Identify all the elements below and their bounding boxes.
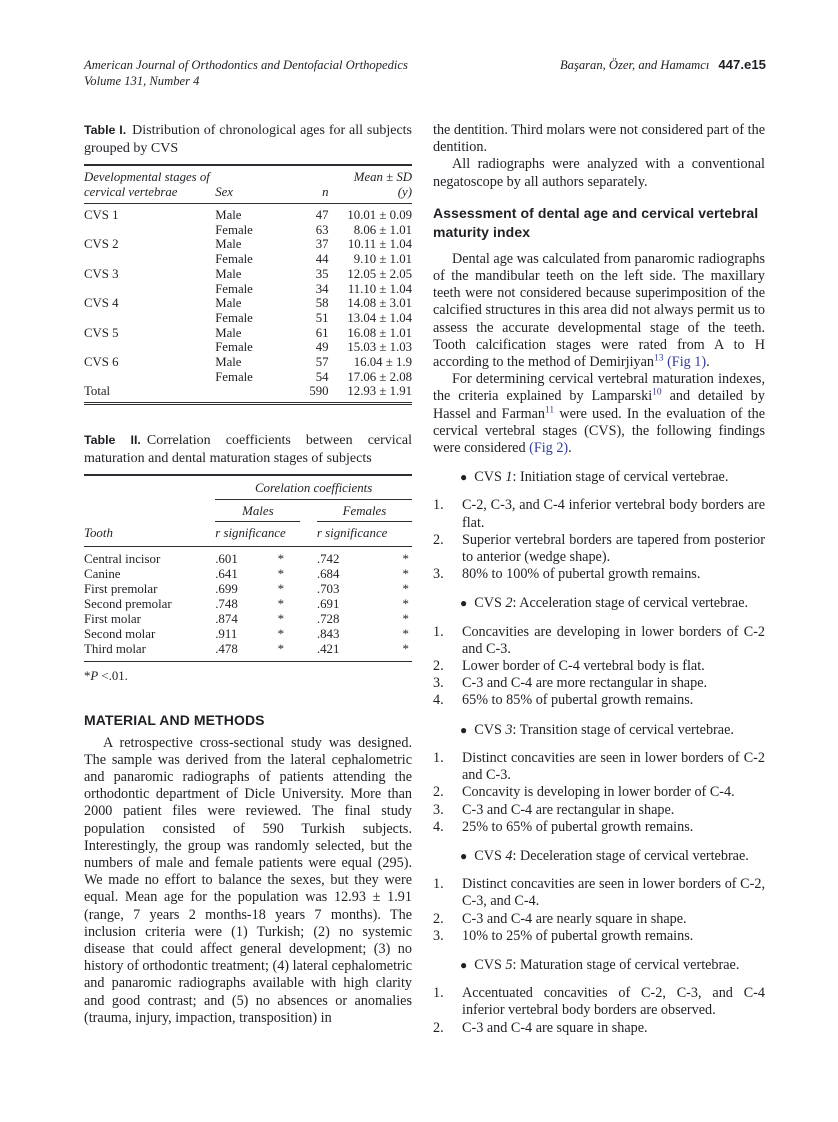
table2-cell: .843 — [316, 626, 340, 641]
table2-cell: .641 — [215, 566, 238, 581]
item-number: 2. — [433, 784, 444, 801]
table1-cell: 47 — [315, 208, 329, 222]
journal-volume: Volume 131, Number 4 — [84, 74, 200, 88]
section-heading-assessment: Assessment of dental age and cervical vertebral maturity index — [433, 204, 759, 240]
table1-cell: CVS 2 — [84, 237, 119, 252]
table1-cell: 54 — [315, 369, 329, 384]
text-run: were used. In the evaluation of the cervical vertebral stages (CVS), the following findings were considered — [433, 405, 765, 457]
table2-sex-row — [84, 499, 412, 522]
table1-cell: 16.08 ± 1.01 — [347, 325, 412, 340]
table2-caption — [84, 432, 412, 467]
table1-cell: Male — [215, 208, 242, 222]
item-text: C-3 and C-4 are more rectangular in shape. — [462, 675, 708, 692]
table2-cell: * — [402, 611, 409, 626]
table2-cell: * — [277, 626, 285, 641]
item-number: 3. — [433, 675, 444, 692]
table2-cell: * — [277, 566, 285, 581]
table1-cell: CVS 3 — [84, 266, 119, 281]
table1-caption-text: Distribution of chronological ages for all subjects grouped by CVS — [84, 123, 412, 156]
table1-caption — [84, 122, 412, 157]
running-header — [84, 57, 766, 89]
table1-header-stage: Developmental stages of cervical vertebrae — [84, 165, 215, 204]
item-text: Superior vertebral borders are tapered from posterior to anterior (wedge shape). — [462, 531, 765, 566]
item-number: 1. — [433, 749, 444, 766]
table1-row — [84, 282, 412, 297]
italic-text: P — [90, 668, 99, 683]
bullet-icon: ● — [460, 470, 468, 485]
table1-cell: Female — [215, 310, 253, 325]
cvs-criterion-item — [433, 692, 765, 709]
cvs-stage-heading — [460, 957, 765, 974]
header-right — [560, 57, 766, 73]
item-text: C-2, C-3, and C-4 inferior vertebral body borders are flat. — [462, 497, 765, 531]
table1-cell — [84, 223, 215, 238]
table1-cell: 37 — [315, 237, 329, 252]
item-number: 4. — [433, 818, 444, 835]
table2-spacer-cell — [300, 597, 316, 612]
item-text: 25% to 65% of pubertal growth remains. — [462, 818, 694, 835]
item-number: 1. — [433, 497, 444, 514]
journal-title: American Journal of Orthodontics and Dentofacial Orthopedics — [84, 58, 408, 72]
item-number: 2. — [433, 658, 444, 675]
table2-cell: Second premolar — [84, 596, 172, 611]
table2-cell: First premolar — [84, 581, 158, 596]
cvs-criterion-item — [433, 876, 765, 910]
table1-cell: 61 — [315, 325, 329, 340]
table1-cell: 63 — [315, 222, 329, 237]
table2-cell: First molar — [84, 611, 141, 626]
table2-row — [84, 612, 412, 627]
item-number: 2. — [433, 1019, 444, 1036]
table2-row — [84, 597, 412, 612]
material-methods-paragraph: A retrospective cross-sectional study was designed. The sample was derived from the lateral cephalometric and panaromic radiographs of patients attending the orthodontic department of Dicle University. More than 2000 patient files were reviewed. The final study population consisted of 590 Turkish subjects. Interestingly, the group was randomly selected, but the numbers of male and female patients were equal (295). We made no effort to balance the sexes, but they were equal. Mean age for the population was 12.93 ± 1.91 (range, 7 years 2 months-18 years 7 months). The inclusion criteria were (1) Turkish; (2) no systemic disease that could affect general development; (3) no history of orthodontic treatment; (4) lateral cephalometric and panaromic radiographs available with high clarity and good contrast; and (5) no absences or anomalies (trauma, injury, impaction, transposition) in — [84, 734, 412, 1026]
item-text: Distinct concavities are seen in lower borders of C-2, C-3, and C-4. — [462, 876, 765, 910]
table2-cell: * — [402, 566, 409, 581]
paragraph-radiographs: All radiographs were analyzed with a conventional negatoscope by all authors separately. — [433, 156, 765, 190]
table1-cell — [84, 340, 215, 355]
table1-header-mean: Mean ± SD (y) — [337, 165, 412, 204]
table2-row — [84, 546, 412, 567]
table2-row — [84, 567, 412, 582]
table2-group-header: Corelation coefficients — [215, 475, 412, 499]
table2-cell: .703 — [316, 581, 340, 596]
cvs-criterion-item — [433, 911, 765, 928]
item-text: Concavity is developing in lower border of C-4. — [462, 784, 735, 801]
table1-cell: 16.04 ± 1.9 — [353, 355, 412, 370]
table2-cell: * — [277, 596, 285, 611]
table2-cell: .728 — [316, 611, 340, 626]
table2-cell: * — [402, 641, 409, 656]
table1-cell: 13.04 ± 1.04 — [347, 310, 412, 325]
table2 — [84, 474, 412, 662]
table1-cell: 58 — [315, 296, 329, 311]
table2-row — [84, 642, 412, 662]
table2-empty-cell — [84, 499, 215, 522]
table1-cell: Female — [215, 252, 253, 267]
table1-row — [84, 237, 412, 252]
table1-row — [84, 267, 412, 282]
table2-group-row — [84, 475, 412, 499]
text-run: <.01. — [98, 668, 128, 683]
right-column — [433, 122, 765, 1037]
table2-cell: * — [277, 641, 285, 656]
table2-cell: .748 — [215, 596, 238, 611]
paragraph-dentition: the dentition. Third molars were not considered part of the dentition. — [433, 122, 765, 156]
table1-row — [84, 223, 412, 238]
table2-spacer-cell — [300, 642, 316, 662]
table1-cell: 590 — [309, 384, 329, 399]
table1-cell: CVS 5 — [84, 325, 119, 340]
item-number: 3. — [433, 801, 444, 818]
item-text: 80% to 100% of pubertal growth remains. — [462, 566, 701, 583]
table2-cell: * — [277, 551, 285, 566]
cvs-criterion-item — [433, 675, 765, 692]
cvs-criterion-item — [433, 532, 765, 566]
section-heading-material-methods: MATERIAL AND METHODS — [84, 711, 265, 728]
cvs-stage-heading — [460, 722, 765, 739]
text-run: . — [706, 354, 710, 371]
table2-females-subheader: r significance — [317, 522, 412, 547]
table2-cell: * — [402, 596, 409, 611]
spacer — [84, 405, 412, 432]
table1-cell: 15.03 ± 1.03 — [347, 340, 412, 355]
item-text: Accentuated concavities of C-2, C-3, and C-4 inferior vertebral body borders are observed. — [462, 985, 765, 1019]
table2-cell: Second molar — [84, 626, 156, 641]
table2-row — [84, 627, 412, 642]
table1-row — [84, 311, 412, 326]
cvs-stage-number: 4 — [505, 847, 513, 864]
table1-cell: 8.06 ± 1.01 — [353, 222, 412, 237]
item-text: 10% to 25% of pubertal growth remains. — [462, 927, 694, 944]
bullet-icon: ● — [460, 722, 468, 737]
table2-males-header: Males — [215, 499, 300, 522]
table2-spacer-cell — [300, 582, 316, 597]
table2-cell: Central incisor — [84, 551, 161, 566]
item-number: 3. — [433, 566, 444, 583]
item-text: C-3 and C-4 are nearly square in shape. — [462, 910, 687, 927]
bullet-icon: ● — [460, 848, 468, 863]
page-number: 447.e15 — [718, 57, 766, 72]
table1-cell — [84, 282, 215, 297]
table2-subheader-row — [84, 522, 412, 547]
table1-cell — [215, 384, 294, 402]
table1-cell: Male — [215, 325, 242, 340]
table2-spacer-cell — [300, 627, 316, 642]
table1-row — [84, 384, 412, 402]
item-number: 1. — [433, 876, 444, 893]
item-text: Distinct concavities are seen in lower borders of C-2 and C-3. — [462, 749, 765, 784]
table1-cell — [84, 370, 215, 385]
table2-spacer-cell — [300, 567, 316, 582]
table1-cell: Male — [215, 355, 242, 370]
text-run: Dental age was calculated from panaromic radiographs of the mandibular teeth on the left side. The maxillary teeth were not considered because superimposition of the calcified structures in this area did not always permit us to assess the accurate developmental stage of the teeth. Tooth calcification stages were rated from A to H according to the method of Demirjiyan — [433, 250, 765, 371]
table1-cell: 10.11 ± 1.04 — [347, 237, 412, 252]
table2-females-header: Females — [317, 499, 412, 522]
cvs-stage-label: CVS 3: Transition stage of cervical vertebrae. — [474, 721, 734, 738]
left-column — [84, 122, 412, 1027]
table1-row — [84, 370, 412, 385]
item-text: Lower border of C-4 vertebral body is flat. — [462, 658, 705, 675]
table1-cell: CVS 1 — [84, 208, 119, 222]
text-run: and detailed by Hassel and Farman — [433, 388, 765, 422]
table1-cell: 10.01 ± 0.09 — [347, 208, 412, 222]
item-text: 65% to 85% of pubertal growth remains. — [462, 692, 694, 709]
table1-cell: Female — [215, 369, 253, 384]
table1-cell: 14.08 ± 3.01 — [347, 296, 412, 311]
table2-cell: Canine — [84, 566, 121, 581]
table1-cell: 9.10 ± 1.01 — [353, 252, 412, 267]
cvs-stage-number: 1 — [505, 469, 513, 486]
table1-cell: 49 — [315, 340, 329, 355]
table1-cell: Female — [215, 340, 253, 355]
table1-cell: 57 — [315, 355, 329, 370]
table1-row — [84, 204, 412, 223]
cvs-criterion-item — [433, 1020, 765, 1037]
table1-row — [84, 355, 412, 370]
text-run: * — [84, 668, 91, 683]
table1-label: Table I. — [84, 123, 127, 137]
table2-empty-cell — [84, 475, 215, 499]
table1-cell — [84, 311, 215, 326]
table2-cell: .691 — [316, 596, 340, 611]
table2-label: Table II. — [84, 433, 141, 448]
table1-row — [84, 326, 412, 341]
item-text: Concavities are developing in lower borders of C-2 and C-3. — [462, 623, 765, 657]
table2-row — [84, 582, 412, 597]
cvs-stage-label: CVS 2: Acceleration stage of cervical vertebrae. — [474, 595, 749, 612]
authors: Başaran, Özer, and Hamamcı — [559, 58, 710, 72]
table1-cell: Female — [215, 281, 253, 296]
cvs-stage-number: 2 — [505, 595, 513, 612]
table2-cell: * — [402, 581, 409, 596]
table2-tooth-header: Tooth — [84, 522, 215, 547]
journal-info — [84, 57, 408, 89]
cvs-stage-heading — [460, 848, 765, 865]
table2-cell: * — [277, 611, 285, 626]
table2-spacer-cell — [300, 522, 316, 547]
table2-cell: .601 — [215, 551, 238, 566]
table1-cell: 35 — [315, 266, 329, 281]
table1-header-row — [84, 165, 412, 204]
cvs-criterion-item — [433, 750, 765, 784]
table1-header-sex: Sex — [215, 165, 294, 204]
table2-cell: .742 — [316, 551, 340, 566]
cvs-stage-heading — [460, 469, 765, 486]
bullet-icon: ● — [460, 957, 468, 972]
cvs-criterion-item — [433, 624, 765, 658]
citation-link[interactable]: 13 — [654, 353, 664, 364]
citation-link[interactable]: 10 — [652, 387, 662, 398]
table1-cell — [84, 252, 215, 267]
table1-cell: Male — [215, 237, 242, 252]
table1-cell: 44 — [315, 252, 329, 267]
table2-cell: .478 — [215, 641, 238, 656]
table2-cell: .699 — [215, 581, 238, 596]
table1-row — [84, 296, 412, 311]
item-text: C-3 and C-4 are square in shape. — [462, 1019, 648, 1036]
cvs-stage-number: 5 — [505, 956, 513, 973]
table2-footnote — [84, 669, 412, 684]
table2-spacer-cell — [300, 546, 316, 567]
table1-cell: 34 — [315, 281, 329, 296]
cvs-criterion-item — [433, 566, 765, 583]
table1-cell: 12.05 ± 2.05 — [347, 266, 412, 281]
text-run: For determining cervical vertebral maturation indexes, the criteria explained by Lamparski — [433, 371, 765, 405]
table1-row — [84, 340, 412, 355]
cvs-criterion-item — [433, 658, 765, 675]
table2-cell: .874 — [215, 611, 238, 626]
table1-cell: Male — [215, 266, 242, 281]
cvs-sections — [433, 469, 765, 1036]
item-number: 1. — [433, 985, 444, 1002]
cvs-stage-heading — [460, 595, 765, 612]
table2-males-subheader: r significance — [215, 522, 300, 547]
cvs-criterion-item — [433, 928, 765, 945]
table2-cell: * — [277, 581, 285, 596]
table1-row — [84, 252, 412, 267]
item-number: 1. — [433, 623, 444, 640]
paragraph-cvs-criteria — [433, 371, 765, 457]
cvs-stage-label: CVS 4: Deceleration stage of cervical vertebrae. — [474, 847, 749, 864]
citation-link[interactable]: 11 — [545, 404, 555, 415]
table1-cell: 51 — [315, 310, 329, 325]
table2-cell: * — [402, 551, 409, 566]
table2-cell: Third molar — [84, 641, 146, 656]
table1-header-n: n — [294, 165, 337, 204]
table1-cell: 11.10 ± 1.04 — [347, 281, 412, 296]
item-number: 2. — [433, 531, 444, 548]
item-number: 4. — [433, 692, 444, 709]
figure-link[interactable]: (Fig 1) — [667, 354, 707, 371]
table2-spacer-cell — [300, 612, 316, 627]
table1-cell: CVS 6 — [84, 355, 119, 370]
cvs-criterion-item — [433, 802, 765, 819]
cvs-criterion-item — [433, 784, 765, 801]
item-number: 2. — [433, 910, 444, 927]
table2-caption-text: Correlation coefficients between cervical maturation and dental maturation stages of subjects — [84, 433, 412, 466]
table2-spacer-cell — [300, 499, 316, 522]
cvs-criterion-item — [433, 985, 765, 1019]
figure-link[interactable]: (Fig 2) — [529, 440, 569, 457]
table1-cell: CVS 4 — [84, 296, 119, 311]
cvs-stage-label: CVS 1: Initiation stage of cervical vertebrae. — [474, 469, 729, 486]
cvs-stage-label: CVS 5: Maturation stage of cervical vertebrae. — [474, 956, 740, 973]
table1-cell: Total — [84, 384, 111, 399]
cvs-stage-number: 3 — [505, 721, 513, 738]
paragraph-dental-age — [433, 251, 765, 371]
item-text: C-3 and C-4 are rectangular in shape. — [462, 801, 675, 818]
cvs-criterion-item — [433, 819, 765, 836]
table2-cell: .421 — [316, 641, 340, 656]
table2-cell: .684 — [316, 566, 340, 581]
table1-cell: 12.93 ± 1.91 — [347, 384, 412, 399]
cvs-criterion-item — [433, 497, 765, 531]
table1-cell: Male — [215, 296, 242, 311]
table2-cell: * — [402, 626, 409, 641]
table1-cell: Female — [215, 222, 253, 237]
table1 — [84, 164, 412, 402]
text-run: . — [568, 440, 572, 457]
table2-cell: .911 — [215, 626, 238, 641]
bullet-icon: ● — [460, 596, 468, 611]
item-number: 3. — [433, 927, 444, 944]
table1-cell: 17.06 ± 2.08 — [347, 369, 412, 384]
